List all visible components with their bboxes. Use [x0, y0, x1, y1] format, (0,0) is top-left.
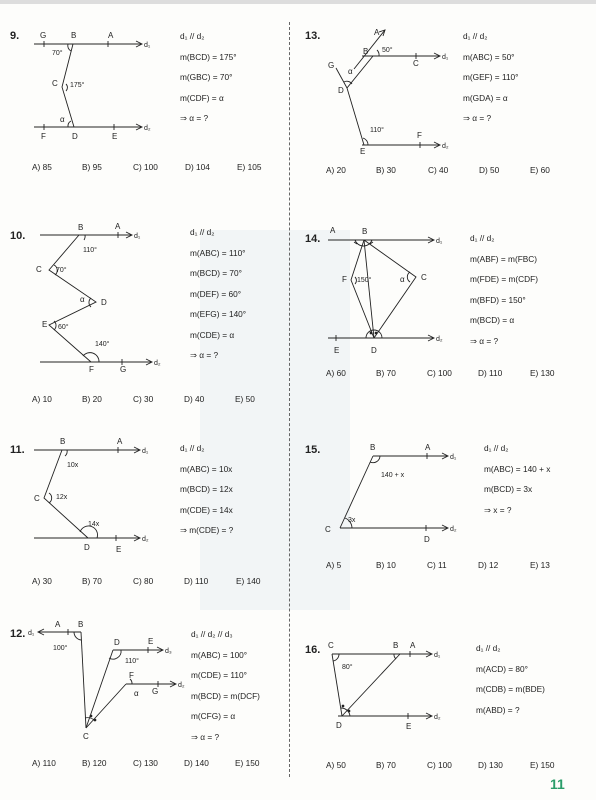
option-a[interactable]: A) 10	[32, 394, 52, 404]
label-E: E	[334, 346, 340, 355]
option-a[interactable]: A) 50	[326, 760, 346, 770]
label-F: F	[417, 131, 422, 140]
label-F: F	[129, 671, 134, 680]
label-B: B	[60, 437, 66, 446]
label-E: E	[42, 320, 48, 329]
given-line: d₁ // d₂	[463, 31, 488, 41]
label-d2: d₂	[436, 336, 443, 343]
option-d[interactable]: D) 40	[184, 394, 205, 404]
option-b[interactable]: B) 95	[82, 162, 102, 172]
given-line: m(CDE) = 110°	[191, 670, 247, 680]
option-d[interactable]: D) 104	[185, 162, 210, 172]
given-line: m(ABC) = 10x	[180, 463, 233, 474]
option-e[interactable]: E) 150	[235, 758, 260, 768]
label-10x: 10x	[67, 462, 79, 469]
given-line: m(CDF) = α	[180, 92, 224, 103]
label-d1: d₁	[436, 238, 443, 245]
top-border	[0, 0, 596, 4]
label-d2: d₂	[142, 536, 149, 543]
option-b[interactable]: B) 70	[376, 368, 396, 378]
label-A: A	[410, 641, 416, 650]
option-e[interactable]: E) 105	[237, 162, 262, 172]
label-A: A	[55, 620, 61, 629]
problem-number: 16.	[305, 644, 321, 656]
given-line: d₁ // d₂	[470, 233, 495, 243]
label-G: G	[120, 365, 127, 374]
option-a[interactable]: A) 20	[326, 165, 346, 175]
label-alpha: α	[348, 67, 353, 76]
given-line: m(ABC) = 140 + x	[484, 463, 551, 474]
given-line: d₁ // d₂ // d₃	[191, 629, 233, 639]
label-F: F	[342, 275, 347, 284]
problem-number: 13.	[305, 30, 321, 42]
label-100: 100°	[53, 645, 68, 652]
given-line: m(CDE) = α	[190, 329, 235, 340]
label-d2: d₂	[144, 125, 151, 132]
label-140: 140°	[95, 341, 110, 348]
label-G: G	[152, 687, 159, 696]
label-C: C	[325, 525, 331, 534]
label-B: B	[370, 443, 376, 452]
option-c[interactable]: C) 40	[428, 165, 449, 175]
option-d[interactable]: D) 110	[184, 576, 209, 586]
label-175: 175°	[70, 82, 85, 89]
label-d1: d₁	[28, 630, 35, 637]
given-line: d₁ // d₂	[180, 443, 205, 453]
label-d2: d₂	[434, 714, 441, 721]
label-E: E	[112, 132, 118, 141]
label-C: C	[421, 273, 427, 282]
givens	[463, 26, 519, 129]
label-d1: d₁	[442, 54, 449, 61]
option-a[interactable]: A) 30	[32, 576, 52, 586]
given-line: m(BCD) = α	[470, 315, 515, 325]
label-A: A	[115, 222, 121, 231]
givens	[476, 638, 545, 720]
label-d3: d₃	[165, 648, 172, 655]
givens	[180, 438, 233, 541]
label-d2: d₂	[154, 360, 161, 367]
label-alpha: α	[134, 689, 139, 698]
label-D: D	[424, 535, 430, 544]
given-line: m(ABC) = 100°	[191, 649, 248, 660]
option-c[interactable]: C) 100	[427, 368, 452, 378]
label-A: A	[117, 437, 123, 446]
given-line: m(BCD) = 3x	[484, 484, 533, 494]
label-d1: d₁	[450, 454, 457, 461]
givens	[180, 26, 237, 129]
option-e[interactable]: E) 130	[530, 368, 555, 378]
label-110: 110°	[370, 127, 384, 134]
label-C: C	[83, 732, 89, 741]
label-F: F	[89, 365, 94, 374]
label-C: C	[34, 494, 40, 503]
problem-number: 11.	[10, 444, 25, 456]
label-E: E	[116, 545, 122, 554]
option-b[interactable]: B) 20	[82, 394, 102, 404]
label-B: B	[78, 620, 84, 629]
given-line: m(DEF) = 60°	[190, 288, 242, 299]
option-c[interactable]: C) 11	[427, 560, 447, 570]
label-A: A	[330, 226, 336, 235]
label-14x: 14x	[88, 521, 100, 528]
label-C: C	[413, 59, 419, 68]
label-d2: d₂	[450, 526, 457, 533]
label-G: G	[328, 61, 335, 70]
problem-number: 10.	[10, 230, 26, 242]
given-line: m(ABC) = 110°	[190, 247, 246, 258]
label-A: A	[425, 443, 431, 452]
problem-number: 12.	[10, 628, 26, 640]
option-b[interactable]: B) 120	[82, 758, 107, 768]
given-line: m(BCD) = 12x	[180, 484, 233, 494]
given-line: m(ABD) = ?	[476, 704, 520, 715]
option-d[interactable]: D) 50	[479, 165, 500, 175]
given-line: ⇒ x = ?	[484, 504, 512, 515]
figure-13	[322, 24, 457, 154]
given-line: d₁ // d₂	[180, 31, 205, 41]
option-d[interactable]: D) 12	[478, 560, 499, 570]
given-line: m(BCD) = m(DCF)	[191, 690, 260, 701]
givens	[470, 228, 538, 351]
label-150: 150°	[357, 277, 372, 284]
label-E: E	[406, 722, 412, 731]
given-line: m(GEF) = 110°	[463, 72, 519, 82]
given-line: m(BFD) = 150°	[470, 294, 526, 305]
given-line: m(FDE) = m(CDF)	[470, 274, 538, 284]
label-D: D	[101, 298, 107, 307]
label-70: 70°	[56, 267, 67, 274]
givens	[484, 438, 550, 520]
figure-11	[30, 434, 160, 560]
label-A: A	[374, 28, 380, 37]
label-G: G	[40, 31, 47, 40]
given-line: m(ABC) = 50°	[463, 51, 515, 62]
problem-number: 9.	[10, 30, 20, 42]
option-e[interactable]: E) 140	[236, 576, 261, 586]
label-D: D	[72, 132, 78, 141]
label-110: 110°	[125, 658, 139, 665]
given-line: m(ACD) = 80°	[476, 663, 528, 674]
label-B: B	[363, 47, 369, 56]
givens	[191, 624, 260, 747]
option-a[interactable]: A) 5	[326, 560, 342, 570]
label-F: F	[41, 132, 46, 141]
option-b[interactable]: B) 30	[376, 165, 396, 175]
given-line: ⇒ α = ?	[190, 350, 219, 360]
given-line: m(GBC) = 70°	[180, 72, 233, 82]
given-line: d₁ // d₂	[476, 643, 501, 653]
label-C: C	[36, 265, 42, 274]
label-B: B	[78, 223, 84, 232]
given-line: ⇒ α = ?	[463, 113, 492, 123]
label-D: D	[371, 346, 377, 355]
given-line: ⇒ α = ?	[191, 731, 220, 742]
label-alpha: α	[400, 275, 405, 284]
label-60: 60°	[58, 324, 69, 331]
option-a[interactable]: A) 60	[326, 368, 346, 378]
column-divider	[289, 22, 290, 777]
option-e[interactable]: E) 50	[235, 394, 255, 404]
given-line: ⇒ m(CDE) = ?	[180, 525, 234, 535]
given-line: m(BCD) = 70°	[190, 268, 242, 278]
label-12x: 12x	[56, 494, 68, 501]
figure-16	[320, 636, 460, 744]
label-alpha: α	[60, 115, 65, 124]
given-line: ⇒ α = ?	[180, 113, 209, 123]
label-D: D	[114, 638, 120, 647]
option-b[interactable]: B) 70	[82, 576, 102, 586]
label-B: B	[362, 227, 368, 236]
option-c[interactable]: C) 100	[133, 162, 158, 172]
label-80: 80°	[342, 664, 353, 671]
label-C: C	[52, 79, 58, 88]
label-A: A	[108, 31, 114, 40]
option-a[interactable]: A) 85	[32, 162, 52, 172]
label-D: D	[336, 721, 342, 730]
option-b[interactable]: B) 10	[376, 560, 396, 570]
label-d2: d₂	[442, 143, 449, 150]
label-B: B	[71, 31, 77, 40]
label-3x: 3x	[348, 517, 356, 524]
label-110: 110°	[83, 247, 97, 254]
option-c[interactable]: C) 100	[427, 760, 452, 770]
figure-9	[30, 24, 160, 144]
option-d[interactable]: D) 140	[184, 758, 209, 768]
problem-number: 14.	[305, 233, 321, 245]
given-line: m(GDA) = α	[463, 92, 508, 103]
option-a[interactable]: A) 110	[32, 758, 56, 768]
given-line: ⇒ α = ?	[470, 335, 499, 346]
given-line: d₁ // d₂	[484, 443, 509, 453]
given-line: d₁ // d₂	[190, 227, 215, 237]
figure-15	[318, 440, 468, 550]
figure-14	[324, 222, 459, 362]
label-50: 50°	[382, 47, 393, 54]
given-line: m(ABF) = m(FBC)	[470, 253, 538, 264]
figure-12	[28, 614, 193, 744]
given-line: m(CDB) = m(BDE)	[476, 684, 545, 694]
label-140x: 140 + x	[381, 472, 405, 479]
given-line: m(CFG) = α	[191, 711, 236, 721]
label-70: 70°	[52, 50, 63, 57]
label-d1: d₁	[142, 448, 149, 455]
given-line: m(CDE) = 14x	[180, 504, 233, 515]
option-e[interactable]: E) 60	[530, 165, 550, 175]
givens	[190, 222, 246, 366]
option-b[interactable]: B) 70	[376, 760, 396, 770]
label-B: B	[393, 641, 399, 650]
label-d1: d₁	[134, 233, 141, 240]
label-d1: d₁	[434, 652, 441, 659]
problem-number: 15.	[305, 444, 321, 456]
given-line: m(EFG) = 140°	[190, 309, 247, 319]
option-c[interactable]: C) 80	[133, 576, 154, 586]
label-E: E	[148, 637, 154, 646]
option-e[interactable]: E) 13	[530, 560, 550, 570]
option-c[interactable]: C) 30	[133, 394, 154, 404]
option-d[interactable]: D) 110	[478, 368, 503, 378]
option-e[interactable]: E) 150	[530, 760, 555, 770]
label-d1: d₁	[144, 42, 151, 49]
figure-10	[32, 218, 167, 378]
label-D: D	[338, 86, 344, 95]
label-d2: d₂	[178, 682, 185, 689]
label-D: D	[84, 543, 90, 552]
page-number: 11	[550, 776, 565, 792]
label-E: E	[360, 147, 366, 154]
option-c[interactable]: C) 130	[133, 758, 158, 768]
label-C: C	[328, 641, 334, 650]
option-d[interactable]: D) 130	[478, 760, 503, 770]
label-alpha: α	[80, 295, 85, 304]
given-line: m(BCD) = 175°	[180, 51, 237, 62]
